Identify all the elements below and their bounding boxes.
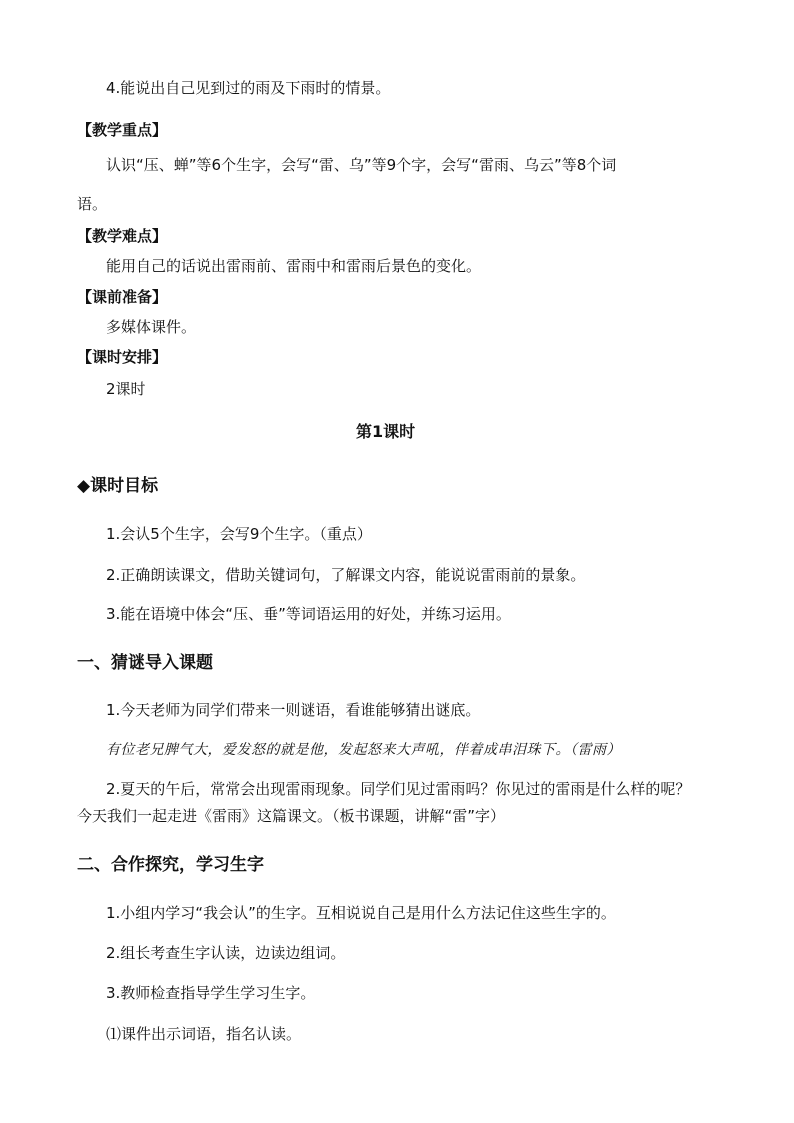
riddle-text: 有位老兄脾气大，爱发怒的就是他，发起怒来大声吼，伴着成串泪珠下。（雷雨） bbox=[106, 742, 621, 758]
section2-p1: 1.小组内学习“我会认”的生字。互相说说自己是用什么方法记住这些生字的。 bbox=[106, 904, 616, 922]
section1-p1: 1.今天老师为同学们带来一则谜语，看谁能够猜出谜底。 bbox=[106, 701, 481, 719]
lesson-goal-3: 3.能在语境中体会“压、垂”等词语运用的好处，并练习运用。 bbox=[106, 605, 511, 623]
lesson1-title: 第1课时 bbox=[356, 422, 416, 441]
lesson-goal-1: 1.会认5个生字，会写9个生字。（重点） bbox=[106, 525, 372, 543]
preparation-heading: 【课前准备】 bbox=[77, 288, 168, 306]
section2-p4: ⑴课件出示词语，指名认读。 bbox=[106, 1025, 302, 1043]
preparation-text: 多媒体课件。 bbox=[106, 318, 197, 336]
schedule-heading: 【课时安排】 bbox=[77, 348, 168, 366]
schedule-text: 2课时 bbox=[106, 380, 146, 398]
key-points-heading: 【教学重点】 bbox=[77, 121, 168, 139]
section2-p3: 3.教师检查指导学生学习生字。 bbox=[106, 984, 316, 1002]
section1-heading: 一、猜谜导入课题 bbox=[77, 653, 213, 673]
difficulties-heading: 【教学难点】 bbox=[77, 227, 168, 245]
key-points-line1: 认识“压、蝉”等6个生字，会写“雷、乌”等9个字，会写“雷雨、乌云”等8个词 bbox=[106, 156, 617, 174]
section1-p2-line2: 今天我们一起走进《雷雨》这篇课文。（板书课题，讲解“雷”字） bbox=[77, 807, 506, 825]
difficulties-text: 能用自己的话说出雷雨前、雷雨中和雷雨后景色的变化。 bbox=[106, 257, 482, 275]
lesson-goals-heading: ◆课时目标 bbox=[77, 476, 159, 496]
objective-4: 4.能说出自己见到过的雨及下雨时的情景。 bbox=[106, 79, 391, 97]
section2-p2: 2.组长考查生字认读，边读边组词。 bbox=[106, 944, 346, 962]
section1-p2-line1: 2.夏天的午后，常常会出现雷雨现象。同学们见过雷雨吗？你见过的雷雨是什么样的呢？ bbox=[106, 780, 691, 798]
section2-heading: 二、合作探究，学习生字 bbox=[77, 855, 264, 875]
key-points-line2: 语。 bbox=[77, 195, 108, 213]
lesson-goal-2: 2.正确朗读课文，借助关键词句，了解课文内容，能说说雷雨前的景象。 bbox=[106, 566, 586, 584]
